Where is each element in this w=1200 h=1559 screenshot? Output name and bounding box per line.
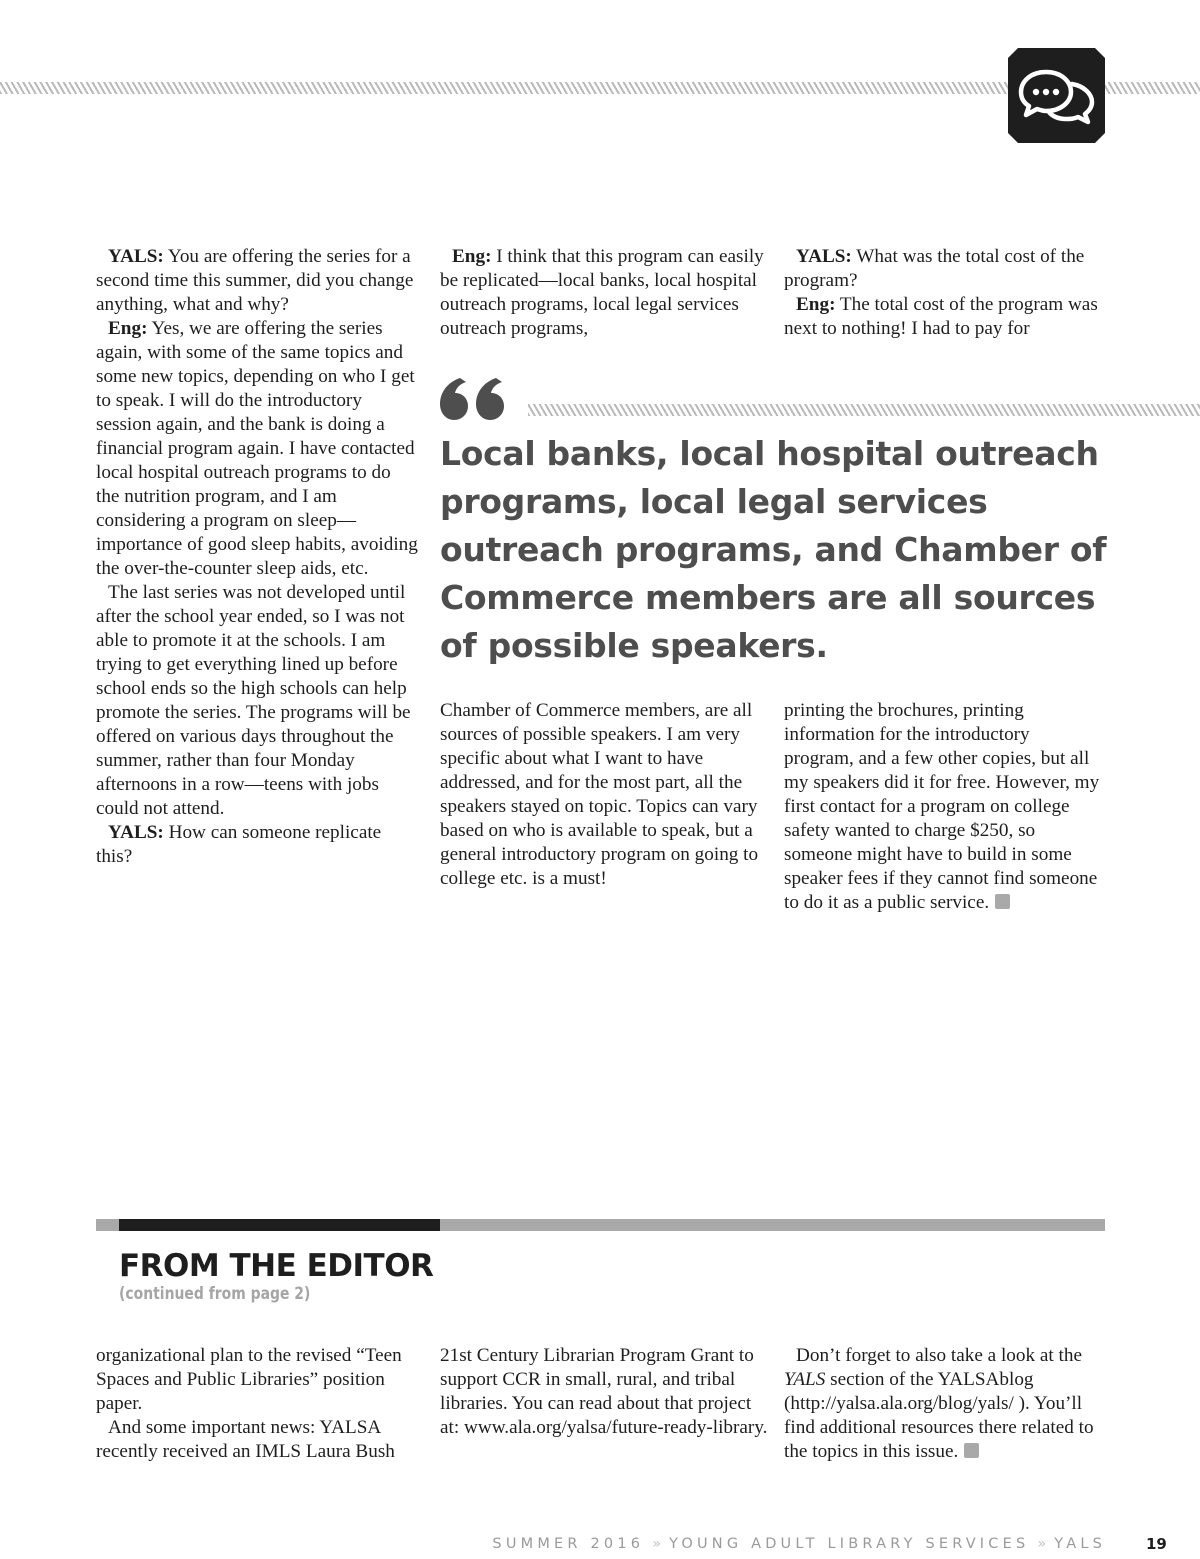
speaker-label: Eng:: [108, 318, 148, 339]
section-badge: [1008, 48, 1105, 143]
footer-journal: YOUNG ADULT LIBRARY SERVICES: [669, 1536, 1030, 1552]
pull-quote-hatch-rule: [528, 404, 1200, 416]
paragraph: [96, 317, 418, 581]
text-run: Don’t forget to also take a look at the: [796, 1345, 1082, 1366]
footer-separator: »: [652, 1536, 662, 1552]
answer-text: The total cost of the program was next to nothing! I had to pay for: [784, 294, 1098, 339]
speaker-label: Eng:: [452, 246, 492, 267]
paragraph: The last series was not developed until after the school year ended, so I was not able to promote it at the schools. I am trying to get everything lined up before school ends so the high schools can help promote the series. The programs will be offered on various days throughout the summer, rather than four Monday afternoons in a row—teens with jobs could not attend.: [96, 582, 411, 819]
question-text: How can someone replicate this?: [96, 822, 382, 867]
interview-column-3-bottom: [784, 699, 1104, 915]
paragraph: [96, 245, 418, 317]
paragraph: [784, 1344, 1106, 1464]
answer-text: I think that this program can easily be replicated—local banks, local hospital outreach programs, local legal services outreach programs,: [440, 246, 764, 339]
footer-issue: SUMMER 2016: [492, 1536, 645, 1552]
paragraph: [96, 821, 418, 869]
paragraph: And some important news: YALSA recently received an IMLS Laura Bush: [96, 1417, 395, 1462]
editor-rule-accent: [119, 1219, 440, 1231]
interview-column-2-bottom: [440, 699, 770, 891]
interview-column-2-top: [440, 245, 770, 341]
paragraph: 21st Century Librarian Program Grant to support CCR in small, rural, and tribal libraries. You can read about that project at: www.ala.org/yalsa/future-ready-library.: [440, 1345, 768, 1438]
speaker-label: YALS:: [108, 822, 164, 843]
paragraph: organizational plan to the revised “Teen Spaces and Public Libraries” position paper.: [96, 1345, 402, 1414]
paragraph: Chamber of Commerce members, are all sources of possible speakers. I am very specific about what I want to have addressed, and for the most part, all the speakers stayed on topic. Topics can vary based on who is available to speak, but a general introductory program on going to college etc. is a must!: [440, 700, 759, 889]
answer-text: Yes, we are offering the series again, with some of the same topics and some new topics, depending on who I get to speak. I will do the introductory session again, and the bank is doing a financial program again. I have contacted local hospital outreach programs to do the nutrition program, and I am considering a program on sleep—importance of good sleep habits, avoiding the over-the-counter sleep aids, etc.: [96, 318, 418, 579]
footer-abbr: YALS: [1054, 1536, 1106, 1552]
section-subtitle: (continued from page 2): [119, 1284, 311, 1304]
question-text: You are offering the series for a second time this summer, did you change anything, what and why?: [96, 246, 414, 315]
paragraph: [440, 245, 770, 341]
paragraph: [784, 293, 1104, 341]
quote-mark-icon: [438, 368, 518, 428]
speaker-label: YALS:: [108, 246, 164, 267]
running-footer: [442, 1536, 1106, 1552]
speaker-label: Eng:: [796, 294, 836, 315]
section-title: FROM THE EDITOR: [119, 1248, 434, 1284]
interview-column-1: [96, 245, 418, 869]
paragraph: [784, 245, 1104, 293]
speech-bubbles-icon: [1008, 48, 1105, 143]
end-mark-icon: [964, 1443, 979, 1458]
question-text: What was the total cost of the program?: [784, 246, 1085, 291]
text-run: section of the YALSAblog (http://yalsa.ala.org/blog/yals/ ). You’ll find additional resources there related to the topics in this issue.: [784, 1369, 1094, 1462]
interview-column-3-top: [784, 245, 1104, 341]
pull-quote: Local banks, local hospital outreach programs, local legal services outreach programs, and Chamber of Commerce members are all sources of possible speakers.: [440, 434, 1107, 665]
paragraph: [784, 699, 1104, 915]
footer-separator: »: [1037, 1536, 1047, 1552]
page-number: 19: [1146, 1535, 1167, 1553]
end-mark-icon: [995, 894, 1010, 909]
speaker-label: YALS:: [796, 246, 852, 267]
editor-column-1: [96, 1344, 418, 1464]
editor-column-3: [784, 1344, 1106, 1464]
answer-text: printing the brochures, printing information for the introductory program, and a few other copies, but all my speakers did it for free. However, my first contact for a program on college safety wanted to charge $250, so someone might have to build in some speaker fees if they cannot find someone to do it as a public service.: [784, 700, 1100, 913]
emphasis: YALS: [784, 1369, 826, 1390]
editor-column-2: [440, 1344, 770, 1440]
